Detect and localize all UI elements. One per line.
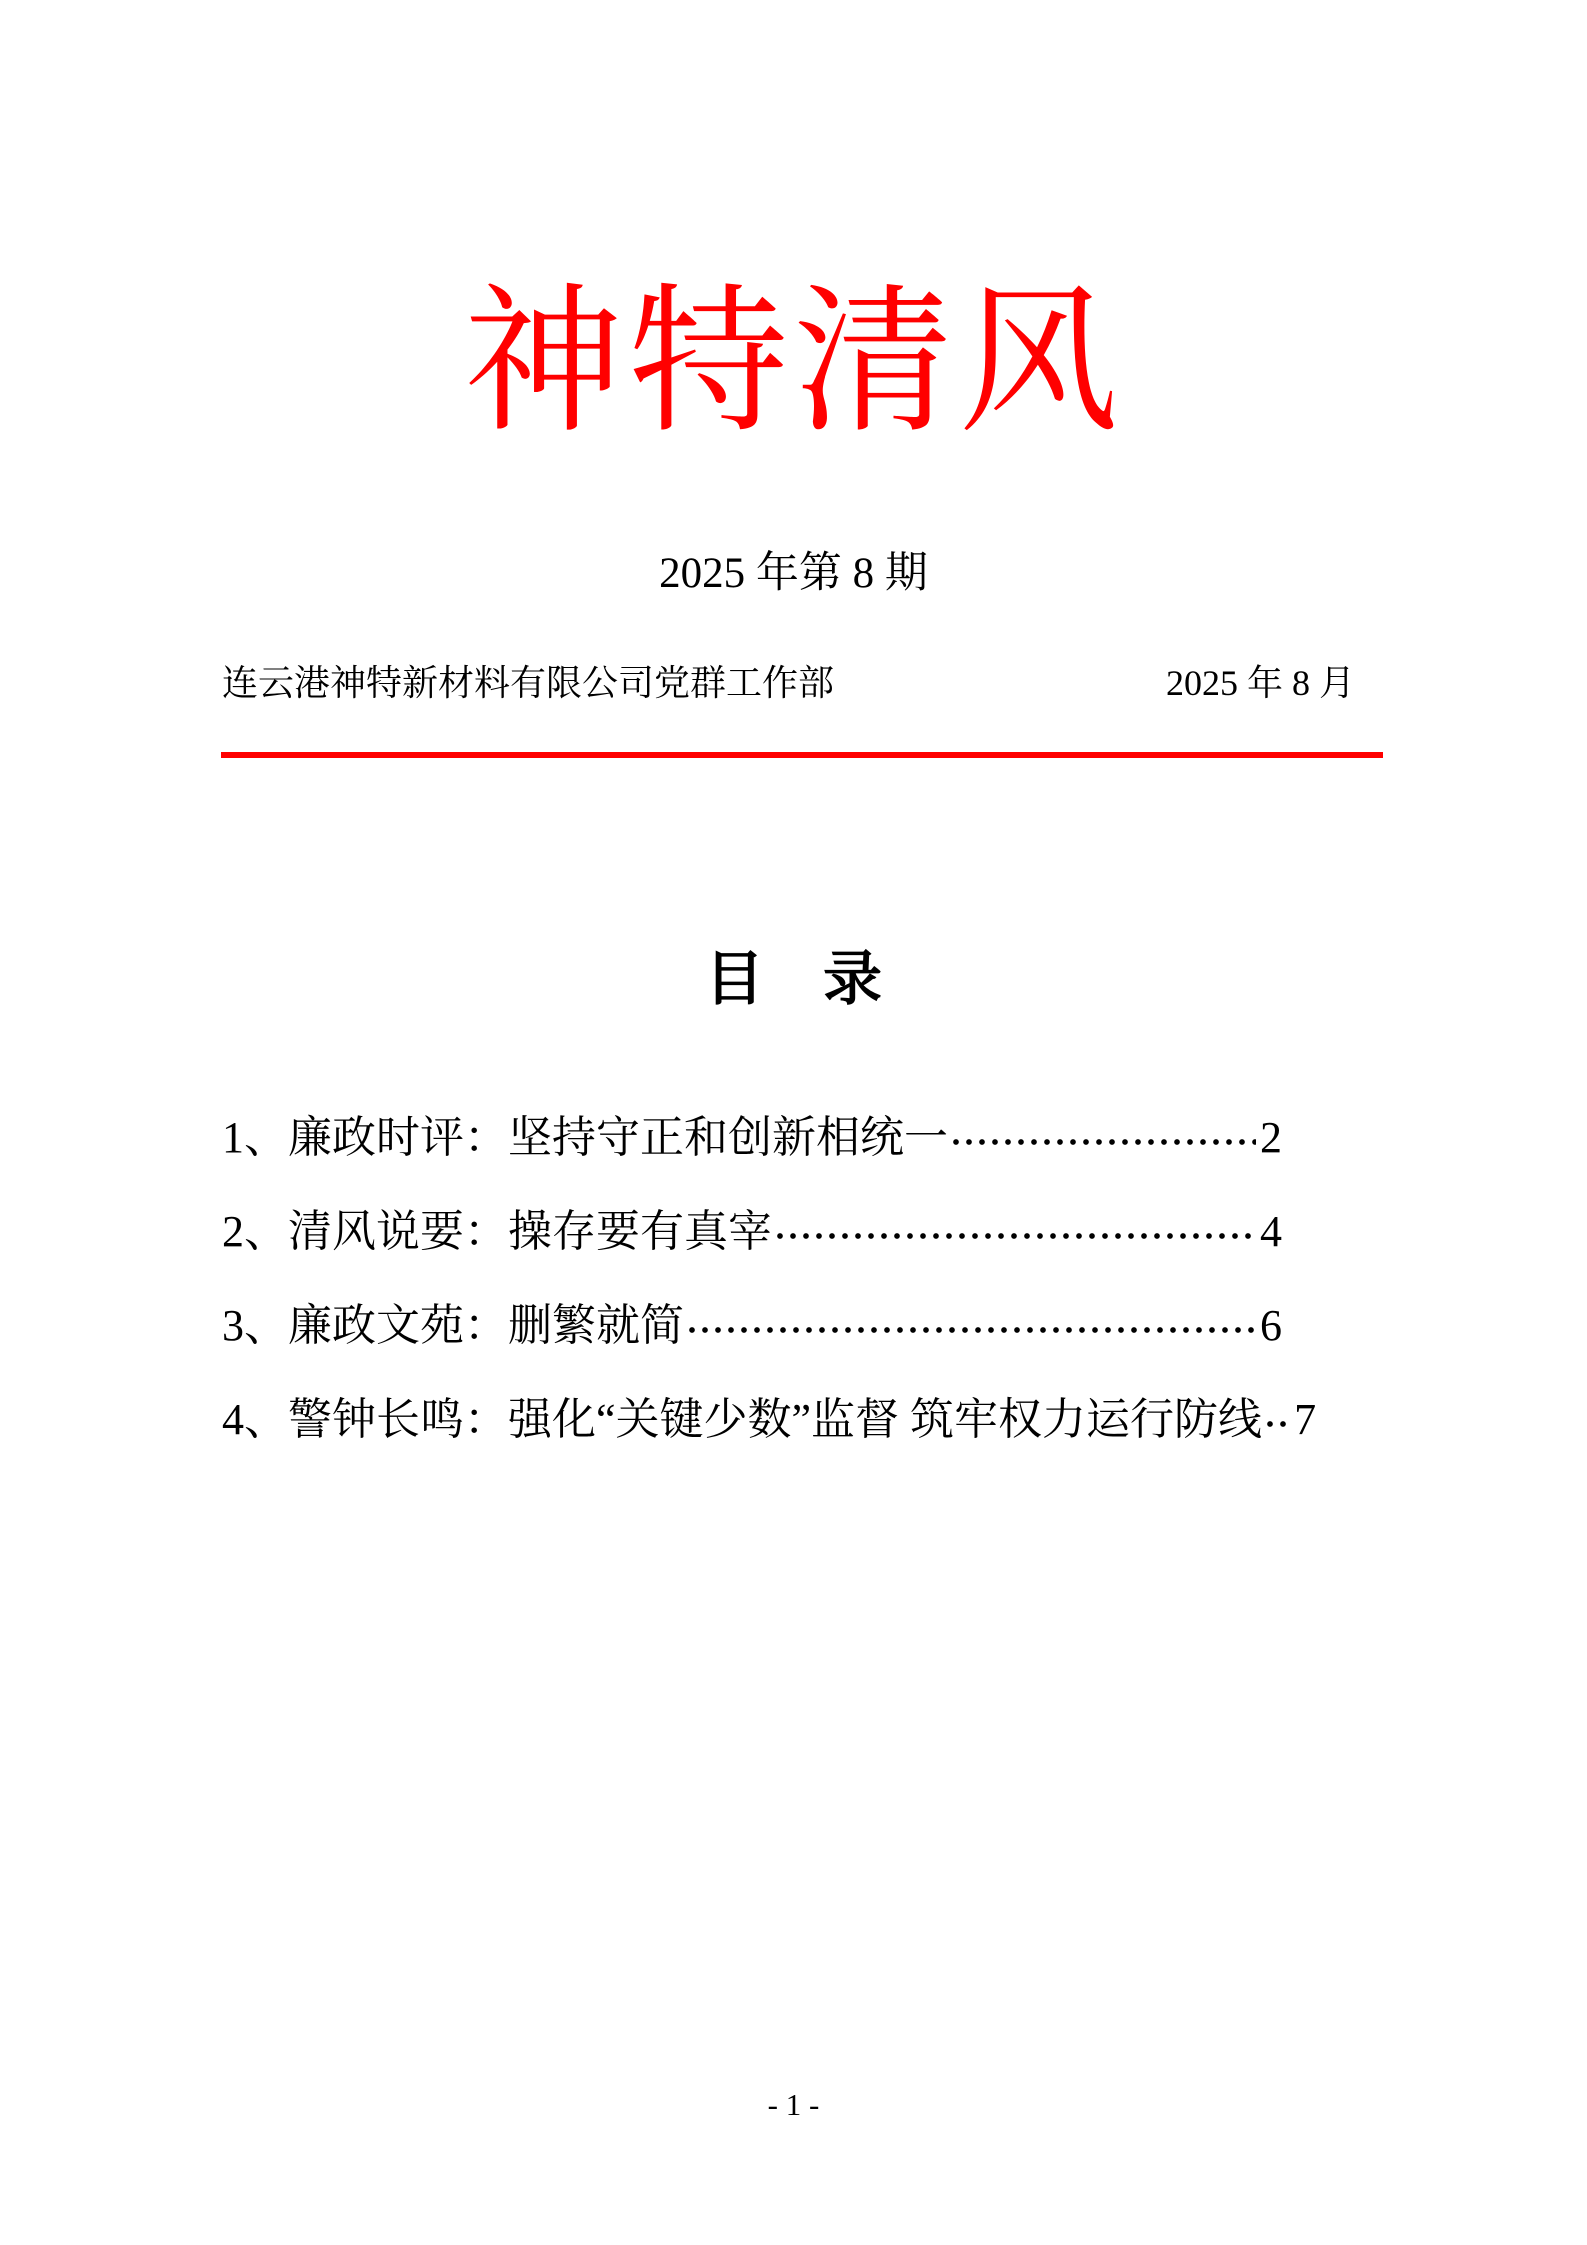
toc-item <box>222 1207 1282 1256</box>
toc-dot-leader <box>686 1304 1256 1348</box>
toc-dot-leader <box>774 1210 1256 1254</box>
issue-number-line: 2025 年第 8 期 <box>659 550 928 597</box>
header-divider-rule <box>221 752 1383 758</box>
publisher-name: 连云港神特新材料有限公司党群工作部 <box>222 663 835 703</box>
toc-item-label: 1、廉政时评：坚持守正和创新相统一 <box>222 1113 948 1162</box>
publication-info-row <box>222 662 1383 705</box>
toc-item-label: 3、廉政文苑：删繁就简 <box>222 1301 684 1350</box>
publication-date: 2025 年 8 月 <box>1165 663 1355 703</box>
toc-list <box>222 1113 1317 1492</box>
toc-item-label: 2、清风说要：操存要有真宰 <box>222 1207 772 1256</box>
toc-page-number: 2 <box>1260 1113 1282 1162</box>
toc-heading: 目 录 <box>704 946 882 1012</box>
toc-dot-leader <box>1264 1398 1290 1442</box>
toc-item <box>222 1301 1282 1350</box>
toc-item-label: 4、警钟长鸣：强化“关键少数”监督 筑牢权力运行防线 <box>222 1395 1263 1444</box>
toc-item <box>222 1395 1317 1444</box>
toc-dot-leader <box>950 1116 1256 1160</box>
toc-page-number: 7 <box>1294 1395 1317 1444</box>
toc-item <box>222 1113 1282 1162</box>
page-number-footer: - 1 - <box>767 2087 820 2122</box>
newsletter-title: 神特清风 <box>463 274 1124 452</box>
toc-page-number: 6 <box>1260 1301 1282 1350</box>
toc-page-number: 4 <box>1260 1207 1282 1256</box>
